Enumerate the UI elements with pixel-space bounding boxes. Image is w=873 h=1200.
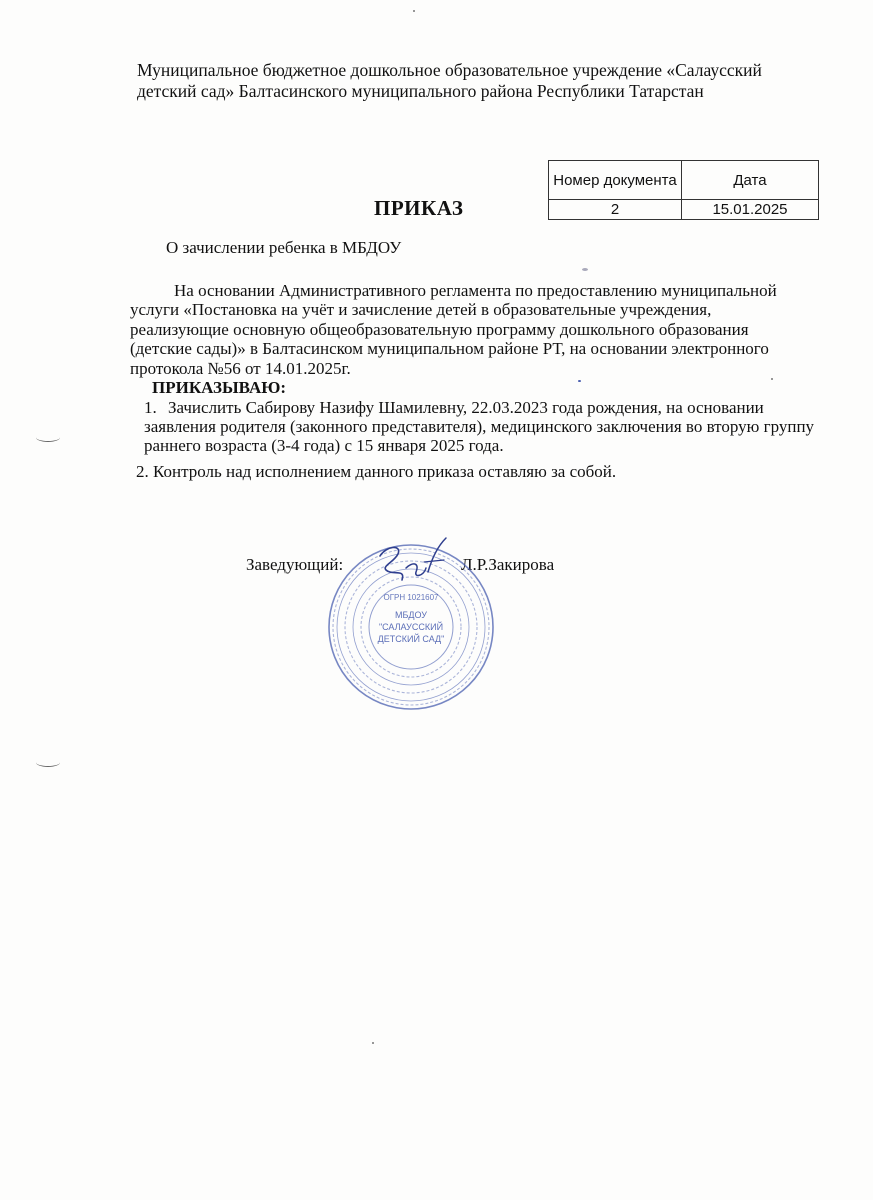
doc-date-header: Дата [682, 161, 819, 200]
scan-speck [413, 10, 415, 12]
stamp-center-line-2: "САЛАУССКИЙ [378, 622, 444, 632]
handwritten-signature [372, 532, 462, 592]
document-title: ПРИКАЗ [374, 196, 464, 220]
signatory-name: Л.Р.Закирова [461, 555, 555, 574]
doc-number-header: Номер документа [549, 161, 682, 200]
doc-number-value: 2 [549, 200, 682, 220]
order-item-2: 2. Контроль над исполнением данного приказа оставляю за собой. [136, 462, 617, 481]
basis-paragraph [130, 281, 810, 378]
scan-speck [372, 1042, 374, 1044]
order-item-1 [144, 398, 824, 455]
order-heading: ПРИКАЗЫВАЮ: [152, 378, 287, 397]
binder-hole-mark [36, 758, 60, 767]
scan-speck [771, 378, 773, 380]
stamp-ogrn: ОГРН 1021607 [383, 593, 439, 602]
stamp-center-line-3: ДЕТСКИЙ САД" [377, 634, 445, 644]
scan-speck [578, 380, 581, 382]
document-number-table [548, 160, 819, 220]
document-subject: О зачислении ребенка в МБДОУ [166, 238, 402, 257]
stamp-center-line-1: МБДОУ [394, 610, 428, 620]
basis-text: На основании Административного регламента по предоставлению муниципальной услуги «Постановка на учёт и зачисление детей в образовательные учреждения, реализующие основную общеобразовательную программу дошкольного образования (детские сады)» в Балтасинском муниципальном районе РТ, на основании электронного протокола №56 от 14.01.2025г. [130, 281, 777, 378]
binder-hole-mark [36, 433, 60, 442]
organization-header: Муниципальное бюджетное дошкольное образовательное учреждение «Салаусский детский сад» Балтасинского муниципального района Республики Татарстан [137, 60, 762, 101]
scan-speck [582, 268, 588, 271]
order-item-1-number: 1. [144, 398, 157, 417]
doc-date-value: 15.01.2025 [682, 200, 819, 220]
order-item-1-text: Зачислить Сабирову Назифу Шамилевну, 22.03.2023 года рождения, на основании заявления родителя (законного представителя), медицинского заключения во вторую группу раннего возраста (3-4 года) с 15 января 2025 года. [144, 398, 815, 455]
signatory-role: Заведующий: [246, 555, 344, 574]
